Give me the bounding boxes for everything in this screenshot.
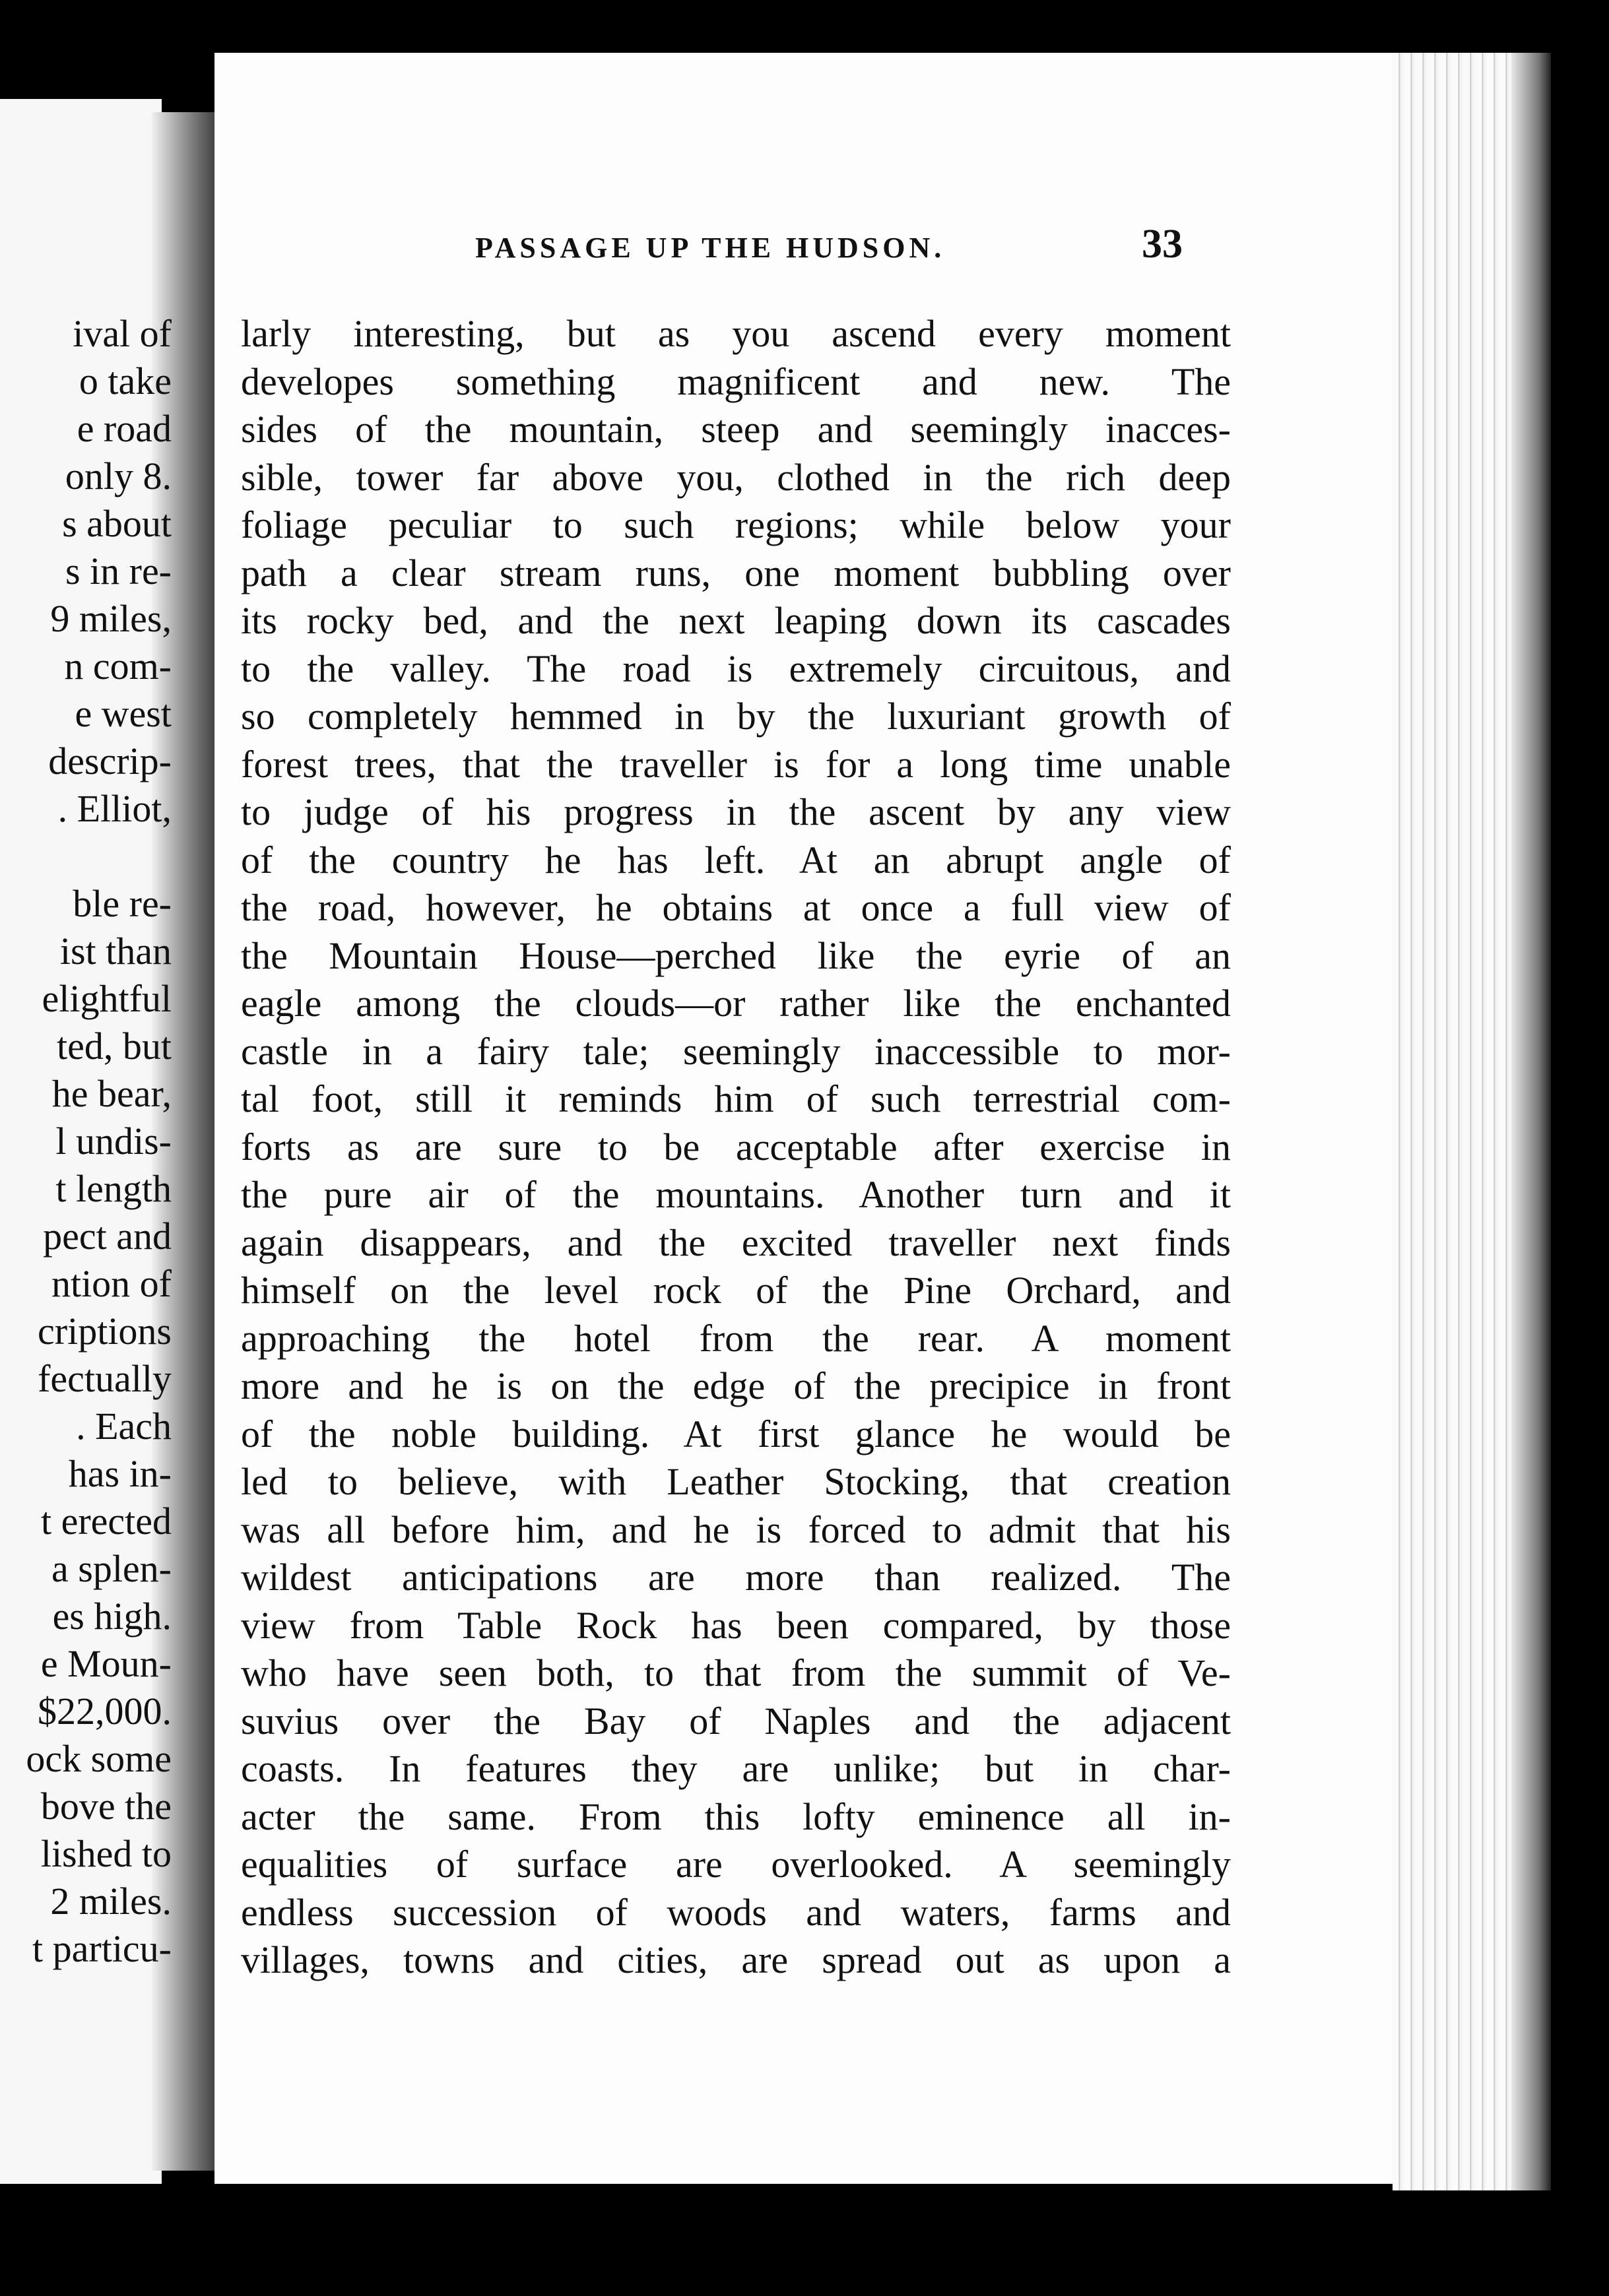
left-page-line: a splen- bbox=[51, 1547, 172, 1590]
left-page-line: bove the bbox=[40, 1785, 172, 1828]
left-page-line: he bear, bbox=[51, 1072, 172, 1115]
running-head: PASSAGE UP THE HUDSON. bbox=[475, 232, 946, 264]
page-number: 33 bbox=[1142, 222, 1183, 267]
text-line: view from Table Rock has been compared, by those bbox=[241, 1603, 1231, 1647]
left-page-line: o take bbox=[79, 360, 172, 402]
left-page-line: t erected bbox=[40, 1500, 172, 1543]
text-line: wildest anticipations are more than realized. The bbox=[241, 1556, 1231, 1599]
left-page-line: l undis- bbox=[55, 1120, 172, 1163]
left-page-line: descrip- bbox=[48, 740, 172, 782]
text-line: sible, tower far above you, clothed in the rich deep bbox=[241, 455, 1231, 499]
text-line: tal foot, still it reminds him of such terrestrial com- bbox=[241, 1077, 1231, 1120]
left-page-line bbox=[0, 833, 172, 880]
page-edge-shadow bbox=[1511, 53, 1551, 2190]
text-line: eagle among the clouds—or rather like the enchanted bbox=[241, 982, 1231, 1025]
left-page-line: ist than bbox=[59, 930, 172, 973]
text-line: to judge of his progress in the ascent by any view bbox=[241, 790, 1231, 833]
text-line: to the valley. The road is extremely circuitous, and bbox=[241, 647, 1231, 690]
text-line: its rocky bed, and the next leaping down its cascades bbox=[241, 599, 1231, 642]
text-line: the pure air of the mountains. Another turn and it bbox=[241, 1173, 1231, 1216]
text-line: so completely hemmed in by the luxuriant growth of bbox=[241, 695, 1231, 738]
left-page-line: t particu- bbox=[32, 1927, 172, 1970]
left-page-line: ntion of bbox=[51, 1262, 172, 1305]
text-line: approaching the hotel from the rear. A moment bbox=[241, 1316, 1231, 1360]
left-page-line: . Elliot, bbox=[57, 787, 172, 830]
text-line: of the country he has left. At an abrupt angle of bbox=[241, 838, 1231, 881]
left-page-line: $22,000. bbox=[38, 1690, 172, 1733]
text-line: himself on the level rock of the Pine Orchard, and bbox=[241, 1269, 1231, 1312]
left-page-line: fectually bbox=[38, 1357, 172, 1400]
text-line: led to believe, with Leather Stocking, that creation bbox=[241, 1460, 1231, 1503]
text-line: was all before him, and he is forced to admit that his bbox=[241, 1508, 1231, 1551]
left-page-line: s in re- bbox=[65, 550, 172, 592]
text-line: forest trees, that the traveller is for a long time unable bbox=[241, 742, 1231, 786]
text-line: villages, towns and cities, are spread out as upon a bbox=[241, 1938, 1231, 1981]
text-line: castle in a fairy tale; seemingly inaccessible to mor- bbox=[241, 1029, 1231, 1073]
left-page-line: only 8. bbox=[65, 455, 172, 497]
left-page-line: ival of bbox=[73, 312, 172, 355]
left-page-line: lished to bbox=[40, 1832, 172, 1875]
left-page-line: . Each bbox=[76, 1405, 172, 1448]
left-page-line: pect and bbox=[43, 1215, 172, 1258]
text-line: who have seen both, to that from the summit of Ve- bbox=[241, 1651, 1231, 1694]
text-line: again disappears, and the excited traveller next finds bbox=[241, 1221, 1231, 1264]
left-page-line: ock some bbox=[26, 1737, 172, 1780]
left-page-line: 9 miles, bbox=[50, 597, 172, 640]
left-page-line: has in- bbox=[68, 1452, 172, 1495]
left-page-line: n com- bbox=[64, 645, 172, 687]
left-page-line: ted, but bbox=[57, 1025, 172, 1068]
text-line: suvius over the Bay of Naples and the adjacent bbox=[241, 1699, 1231, 1742]
left-page-line: e road bbox=[77, 407, 172, 450]
text-line: coasts. In features they are unlike; but in char- bbox=[241, 1747, 1231, 1790]
left-page-line: 2 miles. bbox=[50, 1880, 172, 1923]
left-page-line: es high. bbox=[52, 1595, 172, 1638]
left-page-line: ble re- bbox=[73, 882, 172, 925]
left-page-line: s about bbox=[62, 502, 172, 545]
body-text bbox=[241, 310, 1231, 1985]
text-line: path a clear stream runs, one moment bubbling over bbox=[241, 551, 1231, 594]
text-line: developes something magnificent and new. The bbox=[241, 360, 1231, 403]
text-line: more and he is on the edge of the precipice in front bbox=[241, 1364, 1231, 1407]
left-page-text bbox=[0, 310, 172, 1973]
text-line: endless succession of woods and waters, farms and bbox=[241, 1890, 1231, 1934]
text-line: the road, however, he obtains at once a full view of bbox=[241, 886, 1231, 929]
text-line: forts as are sure to be acceptable after exercise in bbox=[241, 1125, 1231, 1168]
text-line: sides of the mountain, steep and seemingly inacces- bbox=[241, 408, 1231, 451]
left-page-line: criptions bbox=[38, 1310, 172, 1353]
left-page-line: elightful bbox=[42, 977, 172, 1020]
left-page-line: e Moun- bbox=[40, 1642, 172, 1685]
text-line: larly interesting, but as you ascend every moment bbox=[241, 312, 1231, 355]
left-page-line: e west bbox=[75, 692, 172, 735]
left-page-line: t length bbox=[55, 1167, 172, 1210]
text-line: of the noble building. At first glance he would be bbox=[241, 1412, 1231, 1455]
text-line: equalities of surface are overlooked. A seemingly bbox=[241, 1843, 1231, 1886]
text-line: foliage peculiar to such regions; while below your bbox=[241, 503, 1231, 546]
text-line: acter the same. From this lofty eminence all in- bbox=[241, 1795, 1231, 1838]
text-line: the Mountain House—perched like the eyrie of an bbox=[241, 934, 1231, 977]
